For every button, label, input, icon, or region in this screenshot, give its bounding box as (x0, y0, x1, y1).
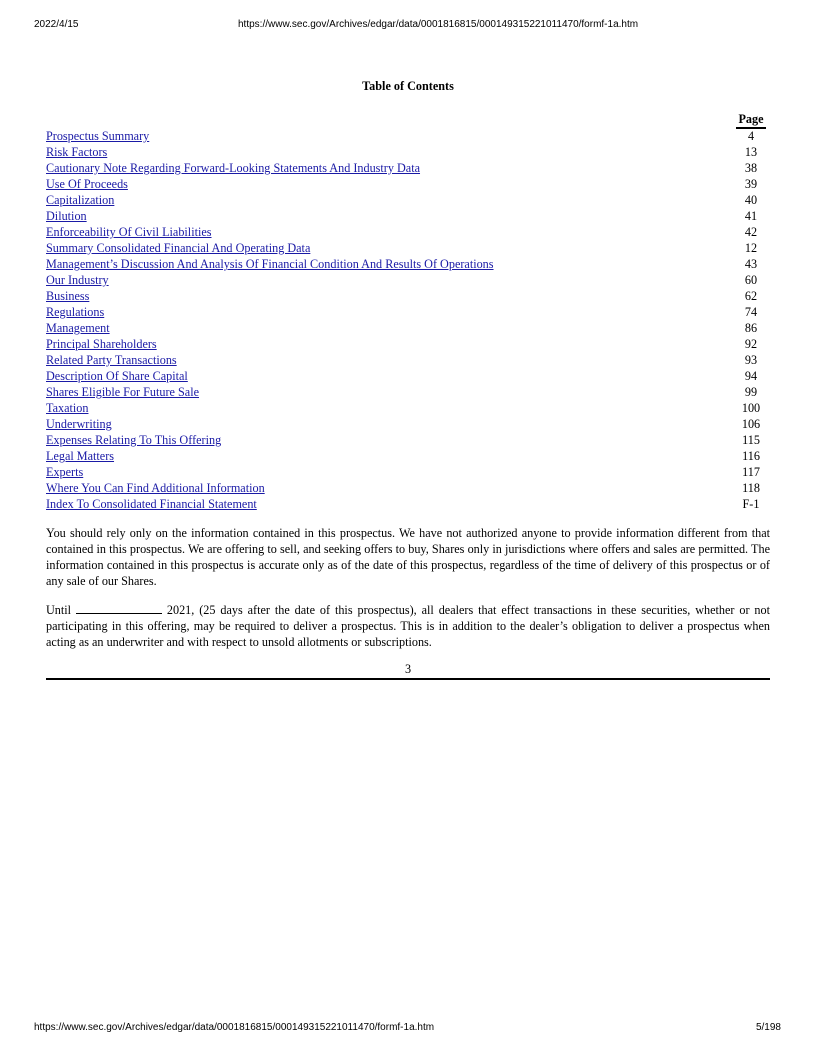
print-date: 2022/4/15 (34, 19, 79, 30)
toc-entry-link[interactable]: Legal Matters (46, 449, 115, 463)
toc-entry-link[interactable]: Dilution (46, 209, 87, 223)
toc-entry-link[interactable]: Cautionary Note Regarding Forward-Looking Statements And Industry Data (46, 161, 421, 175)
toc-entry (46, 256, 770, 272)
toc-entry-page: 92 (744, 337, 758, 351)
toc-entry-link[interactable]: Expenses Relating To This Offering (46, 433, 222, 447)
toc-entry-page: 60 (744, 273, 758, 287)
toc-entry-page: 94 (744, 369, 758, 383)
toc-entry-link[interactable]: Use Of Proceeds (46, 177, 128, 191)
toc-entry-page: 100 (741, 401, 761, 415)
toc-entry-page: 38 (744, 161, 758, 175)
paragraph-2-rest: 2021, (25 days after the date of this prospectus), all dealers that effect transactions in these securities, whether or not participating in this offering, may be required to deliver a prospectus. This is in addition to the dealer’s obligation to deliver a prospectus when acting as an underwriter and with respect to unsold allotments or subscriptions. (46, 603, 770, 649)
toc-entry (46, 208, 770, 224)
toc-entry-page: 106 (741, 417, 761, 431)
toc-entry-link[interactable]: Taxation (46, 401, 89, 415)
reliance-paragraph: You should rely only on the information contained in this prospectus. We have not authorized anyone to provide information different from that contained in this prospectus. We are offering to sell, and seeking offers to buy, Shares only in jurisdictions where offers and sales are permitted. The information contained in this prospectus is accurate only as of the date of this prospectus, regardless of the time of delivery of this prospectus or of any sale of our Shares. (46, 526, 770, 588)
toc-entry (46, 224, 770, 240)
toc-entry-link[interactable]: Summary Consolidated Financial And Operating Data (46, 241, 311, 255)
page-column-header (46, 112, 770, 128)
toc-entry-page: 99 (744, 385, 758, 399)
toc-entry-link[interactable]: Capitalization (46, 193, 115, 207)
toc-entry-page: 62 (744, 289, 758, 303)
toc-entry-page: 42 (744, 225, 758, 239)
until-text: Until (46, 603, 72, 617)
toc-entry (46, 192, 770, 208)
toc-entry-page: 43 (744, 257, 758, 271)
toc-entry-link[interactable]: Index To Consolidated Financial Statement (46, 497, 257, 511)
toc-entry-page: 12 (744, 241, 758, 255)
toc-entry-page: 74 (744, 305, 758, 319)
toc-entry-page: 117 (742, 465, 760, 479)
toc-entry (46, 272, 770, 288)
toc-entry (46, 464, 770, 480)
toc-entry-page: 93 (744, 353, 758, 367)
toc-entry (46, 320, 770, 336)
toc-entry (46, 400, 770, 416)
toc-entry-page: 116 (742, 449, 760, 463)
toc-entry-link[interactable]: Principal Shareholders (46, 337, 157, 351)
toc-entry-link[interactable]: Experts (46, 465, 84, 479)
toc-entry (46, 240, 770, 256)
document-page (46, 78, 770, 680)
toc-entry-link[interactable]: Risk Factors (46, 145, 108, 159)
toc-entry (46, 416, 770, 432)
page-counter: 5/198 (755, 1022, 781, 1033)
toc-title: Table of Contents (362, 79, 454, 93)
toc-entry (46, 288, 770, 304)
toc-entry (46, 496, 770, 512)
page-column-label: Page (736, 112, 766, 129)
toc-entry-link[interactable]: Underwriting (46, 417, 112, 431)
toc-entry (46, 128, 770, 144)
toc-entry-link[interactable]: Description Of Share Capital (46, 369, 188, 383)
toc-entry-link[interactable]: Where You Can Find Additional Information (46, 481, 265, 495)
toc-entry (46, 160, 770, 176)
toc-entry-link[interactable]: Shares Eligible For Future Sale (46, 385, 199, 399)
toc-entry-page: 115 (742, 433, 760, 447)
toc-entry (46, 384, 770, 400)
page-bottom-rule (46, 678, 770, 680)
toc-entry-link[interactable]: Management (46, 321, 110, 335)
dealer-prospectus-paragraph (46, 602, 770, 650)
toc-entry-page: 39 (744, 177, 758, 191)
toc-entry (46, 432, 770, 448)
toc-entry (46, 448, 770, 464)
toc-entry-page: 13 (744, 145, 758, 159)
toc-entry-link[interactable]: Prospectus Summary (46, 129, 150, 143)
toc-entry (46, 176, 770, 192)
toc-entry-page: 118 (742, 481, 760, 495)
toc-entry-link[interactable]: Enforceability Of Civil Liabilities (46, 225, 212, 239)
toc-entry-page: F-1 (742, 497, 760, 511)
toc-entry (46, 304, 770, 320)
toc-list (46, 128, 770, 512)
toc-entry-link[interactable]: Related Party Transactions (46, 353, 177, 367)
toc-entry-link[interactable]: Regulations (46, 305, 105, 319)
print-header-url: https://www.sec.gov/Archives/edgar/data/0001816815/000149315221011470/formf-1a.htm (238, 19, 639, 30)
print-footer-url: https://www.sec.gov/Archives/edgar/data/0001816815/000149315221011470/formf-1a.htm (34, 1022, 435, 1033)
toc-entry (46, 480, 770, 496)
toc-entry (46, 336, 770, 352)
toc-entry-link[interactable]: Our Industry (46, 273, 109, 287)
toc-entry-page: 40 (744, 193, 758, 207)
page-number: 3 (404, 662, 412, 676)
toc-entry-link[interactable]: Business (46, 289, 90, 303)
date-blank-line (76, 602, 162, 614)
toc-entry-page: 41 (744, 209, 758, 223)
toc-entry-link[interactable]: Management’s Discussion And Analysis Of Financial Condition And Results Of Operations (46, 257, 494, 271)
toc-entry-page: 4 (747, 129, 755, 143)
toc-entry (46, 352, 770, 368)
toc-entry (46, 368, 770, 384)
toc-entry (46, 144, 770, 160)
toc-entry-page: 86 (744, 321, 758, 335)
